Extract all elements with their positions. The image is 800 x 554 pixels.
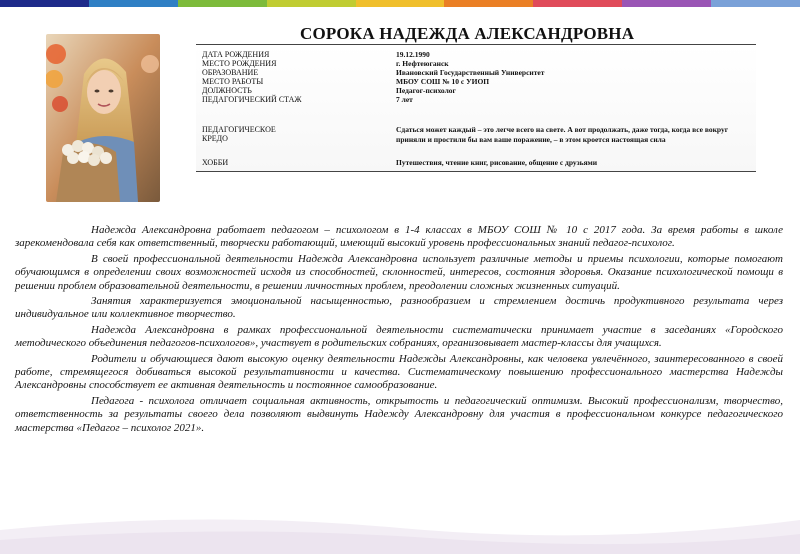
stripe-segment [267,0,356,7]
biography-text [15,224,783,437]
profile-label: ДОЛЖНОСТЬ [202,86,252,95]
profile-value: Ивановский Государственный Университет [396,68,545,77]
profile-label: ДАТА РОЖДЕНИЯ [202,50,270,59]
profile-value: 7 лет [396,95,413,104]
page-title: СОРОКА НАДЕЖДА АЛЕКСАНДРОВНА [300,24,635,43]
profile-value: Сдаться может каждый – это легче всего на свете. А вот продолжать, даже тогда, когда все вокруг приняли и простили бы вам ваше поражение, – в этом кроется настоящая сила [396,125,729,144]
profile-label: ПЕДАГОГИЧЕСКИЙ СТАЖ [202,95,302,104]
stripe-segment [622,0,711,7]
decorative-waves [0,500,800,554]
profile-value: г. Нефтеюганск [396,59,449,68]
stripe-segment [356,0,445,7]
paragraph: Родители и обучающиеся дают высокую оценку деятельности Надежды Александровны, как человека увлечённого, заинтересованного в своей работе, стремящегося добиваться высокой результативности и качества. Систематическому повышению профессионального мастерства Надежды Александровны способствует ее активная деятельность и постоянное самообразование. [15,352,783,392]
profile-value: Путешествия, чтение книг, рисование, общение с друзьями [396,158,598,167]
stripe-segment [444,0,533,7]
stripe-segment [178,0,267,7]
profile-label: ПЕДАГОГИЧЕСКОЕ КРЕДО [202,125,276,143]
profile-label: МЕСТО РАБОТЫ [202,77,264,86]
paragraph: Надежда Александровна в рамках профессиональной деятельности систематически принимает участие в заседаниях «Городского методического объединения педагогов-психологов», участвует в родительских собраниях, организовывает мастер-классы для учащихся. [15,323,783,350]
color-stripe [0,0,800,7]
profile-value: Педагог-психолог [396,86,456,95]
paragraph: В своей профессиональной деятельности Надежда Александровна использует различные методы и приемы психологии, которые помогают обучающимся в определении своих возможностей исходя из способностей, склонностей, интересов, состояния здоровья. Оказание психологической помощи в решении проблем образовательной деятельности, в решении личностных проблем, преодолении сложных жизненных ситуаций. [15,252,783,292]
profile-label: ХОББИ [202,158,229,167]
profile-value: МБОУ СОШ № 10 с УИОП [396,77,490,86]
portrait-photo [46,34,160,202]
profile-label: МЕСТО РОЖДЕНИЯ [202,59,277,68]
profile-table [196,44,756,172]
stripe-segment [533,0,622,7]
stripe-segment [711,0,800,7]
profile-value: 19.12.1990 [396,50,430,59]
profile-label: ОБРАЗОВАНИЕ [202,68,259,77]
stripe-segment [0,0,89,7]
portrait-photo-icon [46,34,160,202]
stripe-segment [89,0,178,7]
paragraph: Надежда Александровна работает педагогом – психологом в 1-4 классах в МБОУ СОШ № 10 с 2017 года. За время работы в школе зарекомендовала себя как ответственный, творчески работающий, имеющий высокий уровень профессиональных знаний педагог-психолог. [15,224,783,250]
paragraph: Педагога - психолога отличает социальная активность, открытость и педагогический оптимизм. Высокий профессионализм, творчество, ответственность за результаты своего дела позволяют выдвинуть Надежду Александровну для участия в профессиональном конкурсе педагогического мастерства «Педагог – психолог 2021». [15,394,783,434]
paragraph: Занятия характеризуется эмоциональной насыщенностью, разнообразием и стремлением достичь продуктивного результата через индивидуальное или коллективное творчество. [15,295,783,321]
